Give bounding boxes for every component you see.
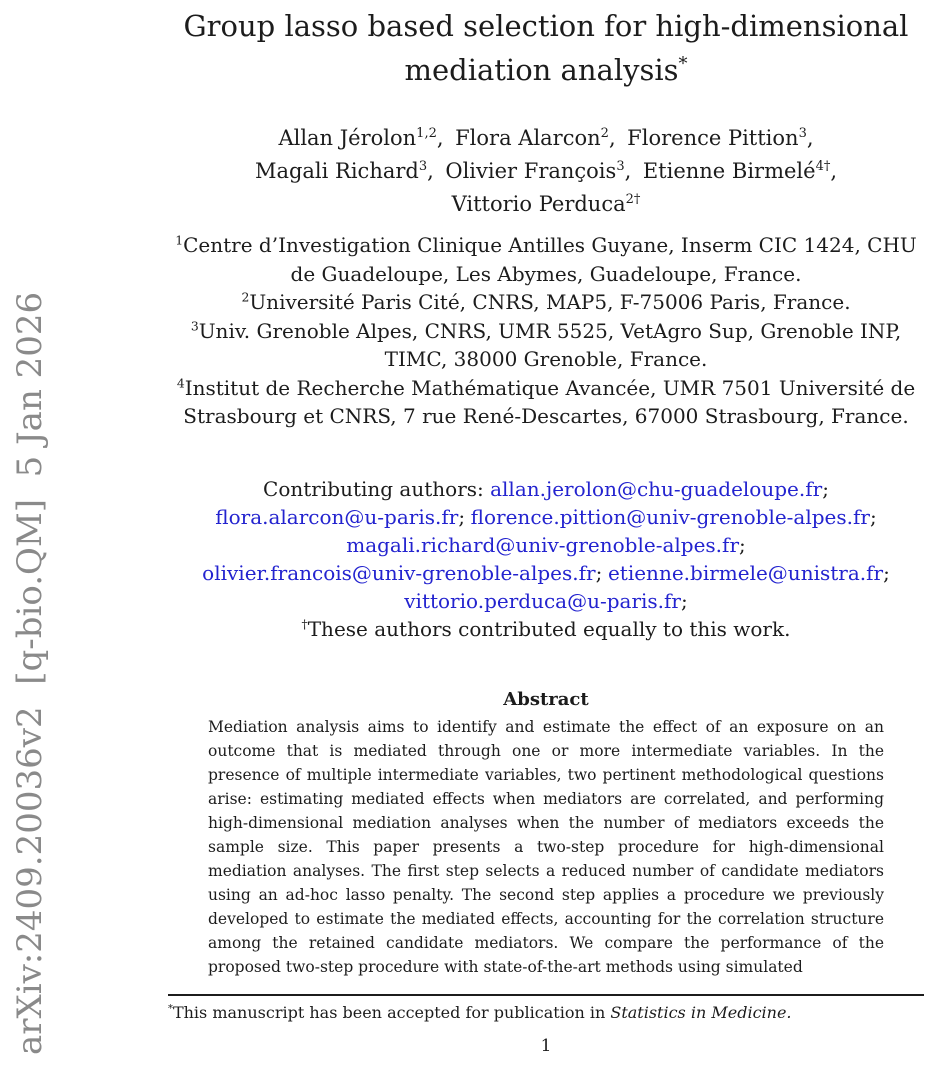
author-name: Allan Jérolon xyxy=(278,126,417,150)
email-link-allan-jerolon[interactable]: allan.jerolon@chu-guadeloupe.fr xyxy=(490,476,823,501)
author-sep: , xyxy=(806,126,814,150)
email-link-vittorio-perduca[interactable]: vittorio.perduca@u-paris.fr xyxy=(404,588,681,613)
affiliation-item-4 xyxy=(168,374,924,431)
paper-title xyxy=(168,0,924,92)
contributing-line xyxy=(168,531,924,559)
title-footnote-marker: * xyxy=(678,53,688,75)
author-affil-sup: 2† xyxy=(625,192,641,207)
author-line xyxy=(168,122,924,155)
affiliation-item-1 xyxy=(168,231,924,288)
email-link-etienne-birmele[interactable]: etienne.birmele@unistra.fr xyxy=(607,560,884,585)
dagger-sup: † xyxy=(301,615,308,631)
contributing-block xyxy=(168,475,924,643)
contributing-line xyxy=(168,587,924,615)
affiliation-text: Univ. Grenoble Alpes, CNRS, UMR 5525, VetAgro Sup, Grenoble INP, TIMC, 38000 Grenoble, France. xyxy=(198,318,902,371)
author-line xyxy=(168,155,924,188)
affiliation-sup: 2 xyxy=(241,289,250,305)
page-number: 1 xyxy=(540,1036,552,1056)
semicolon-sep: ; xyxy=(739,532,746,557)
title-line1: Group lasso based selection for high-dimensional xyxy=(183,9,909,43)
author-sep: , xyxy=(436,126,444,150)
contributing-label: Contributing authors: xyxy=(263,476,491,501)
author-name: Magali Richard xyxy=(254,159,419,183)
abstract-text: Mediation analysis aims to identify and estimate the effect of an exposure on an outcome that is mediated through one or more intermediate variables. In the presence of multiple intermediate variables, two pertinent methodological questions arise: estimating mediated effects when mediators are correlated, and performing high-dimensional mediation analyses when the number of mediators exceeds the sample size. This paper presents a two-step procedure for high-dimensional mediation analyses. The first step selects a reduced number of candidate mediators using an ad-hoc lasso penalty. The second step applies a procedure we previously developed to estimate the mediated effects, accounting for the correlation structure among the retained candidate mediators. We compare the performance of the proposed two-step procedure with state-of-the-art methods using simulated xyxy=(208,717,884,976)
semicolon-sep: ; xyxy=(869,504,877,529)
email-link-flora-alarcon[interactable]: flora.alarcon@u-paris.fr xyxy=(215,504,459,529)
affiliation-sup: 3 xyxy=(190,317,199,333)
author-etienne-birmele xyxy=(643,159,837,183)
footnote-text: This manuscript has been accepted for publication in xyxy=(172,1003,611,1022)
title-line2: mediation analysis xyxy=(404,53,679,87)
author-affil-sup: 3 xyxy=(798,126,807,141)
author-sep: , xyxy=(608,126,616,150)
footnote-marker: * xyxy=(168,1003,173,1015)
author-affil-sup: 3 xyxy=(616,159,625,174)
contributing-line xyxy=(168,503,924,531)
paper-content xyxy=(168,0,924,979)
semicolon-sep: ; xyxy=(595,560,603,585)
author-name: Olivier François xyxy=(445,159,617,183)
author-affil-sup: 1,2 xyxy=(416,126,437,141)
author-affil-sup: 4† xyxy=(815,159,831,174)
author-sep: , xyxy=(830,159,838,183)
author-affil-sup: 2 xyxy=(600,126,609,141)
author-sep: , xyxy=(624,159,632,183)
arxiv-watermark: arXiv:2409.20036v2 [q-bio.QM] 5 Jan 2026 xyxy=(10,291,50,1055)
email-link-florence-pittion[interactable]: florence.pittion@univ-grenoble-alpes.fr xyxy=(470,504,870,529)
affiliation-text: Institut de Recherche Mathématique Avancée, UMR 7501 Université de Strasbourg et CNRS, 7 rue René-Descartes, 67000 Strasbourg, France. xyxy=(183,375,916,428)
affiliation-sup: 1 xyxy=(175,232,184,248)
author-allan-jerolon xyxy=(278,126,443,150)
author-vittorio-perduca xyxy=(452,192,641,216)
abstract-heading: Abstract xyxy=(503,688,589,710)
contributing-line xyxy=(168,559,924,587)
email-link-olivier-francois[interactable]: olivier.francois@univ-grenoble-alpes.fr xyxy=(202,560,596,585)
author-olivier-francois xyxy=(445,159,631,183)
journal-name: Statistics in Medicine. xyxy=(610,1003,792,1022)
author-flora-alarcon xyxy=(455,126,616,150)
author-name: Etienne Birmelé xyxy=(642,159,816,183)
author-magali-richard xyxy=(255,159,434,183)
affiliation-list xyxy=(168,231,924,431)
affiliation-item-3 xyxy=(168,317,924,374)
affiliation-item-2 xyxy=(168,288,924,317)
affiliation-text: Université Paris Cité, CNRS, MAP5, F-75006 Paris, France. xyxy=(249,290,851,314)
author-name: Vittorio Perduca xyxy=(451,192,626,216)
contributing-line xyxy=(168,475,924,503)
semicolon-sep: ; xyxy=(458,504,466,529)
footnote xyxy=(168,994,924,1024)
equal-contrib-text: These authors contributed equally to this work. xyxy=(307,616,791,641)
author-florence-pittion xyxy=(627,126,813,150)
semicolon-sep: ; xyxy=(883,560,890,585)
author-sep: , xyxy=(427,159,434,183)
affiliation-sup: 4 xyxy=(176,374,185,390)
author-name: Flora Alarcon xyxy=(455,126,601,150)
equal-contrib-note xyxy=(168,615,924,643)
semicolon-sep: ; xyxy=(680,588,688,613)
author-list xyxy=(168,122,924,221)
semicolon-sep: ; xyxy=(822,476,829,501)
author-name: Florence Pittion xyxy=(627,126,799,150)
email-link-magali-richard[interactable]: magali.richard@univ-grenoble-alpes.fr xyxy=(346,532,739,557)
author-affil-sup: 3 xyxy=(418,159,428,174)
affiliation-text: Centre d’Investigation Clinique Antilles Guyane, Inserm CIC 1424, CHU de Guadeloupe, Les Abymes, Guadeloupe, France. xyxy=(183,233,917,286)
author-line xyxy=(168,188,924,221)
